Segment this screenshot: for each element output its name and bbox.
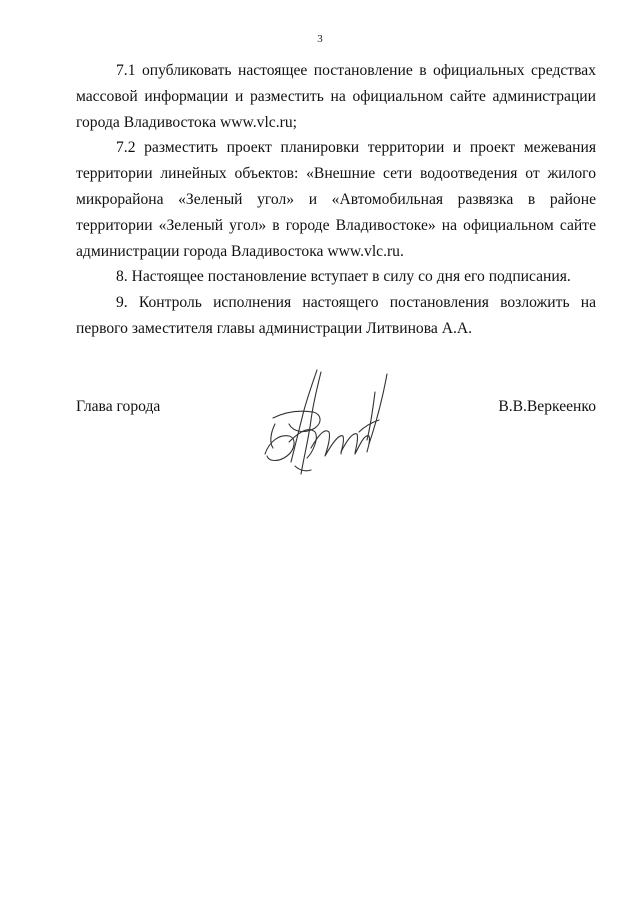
document-body bbox=[76, 58, 596, 342]
signatory-title: Глава города bbox=[76, 398, 161, 415]
page-number: 3 bbox=[317, 33, 323, 45]
handwritten-signature bbox=[255, 362, 405, 482]
signatory-name: В.В.Веркеенко bbox=[498, 398, 596, 415]
paragraph-7-2: 7.2 разместить проект планировки территории и проект межевания территории линейных объектов: «Внешние сети водоотведения от жилого микрорайона «Зеленый угол» и «Автомобильная развязка в районе территории «Зеленый угол» в городе Владивостоке» на официальном сайте администрации города Владивостока www.vlc.ru. bbox=[76, 139, 596, 260]
paragraph-9: 9. Контроль исполнения настоящего постановления возложить на первого заместителя главы администрации Литвинова А.А. bbox=[76, 294, 596, 337]
paragraph-7-1: 7.1 опубликовать настоящее постановление в официальных средствах массовой информации и разместить на официальном сайте администрации города Владивостока www.vlc.ru; bbox=[76, 62, 596, 131]
paragraph-8: 8. Настоящее постановление вступает в силу со дня его подписания. bbox=[116, 268, 571, 286]
